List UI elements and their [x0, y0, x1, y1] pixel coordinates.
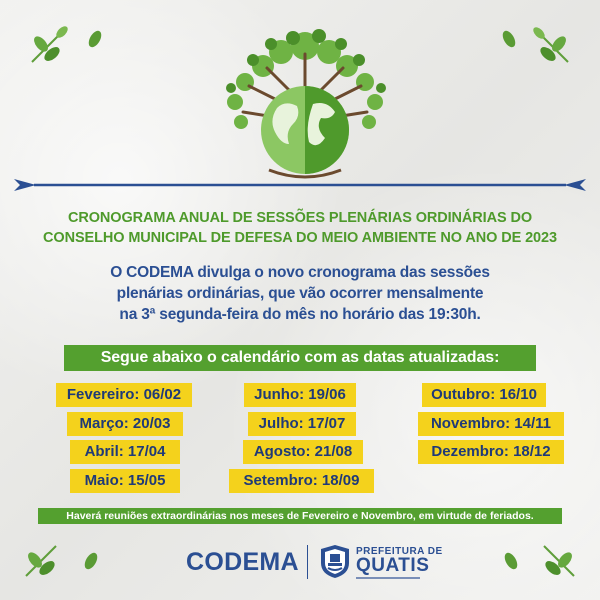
leaf-sprig-icon	[20, 538, 64, 582]
holiday-note: Haverá reuniões extraordinárias nos meses de Fevereiro e Novembro, em virtude de feriados.	[38, 508, 562, 524]
arrow-divider-icon	[14, 178, 586, 192]
page-title	[20, 208, 580, 248]
leaf-sprig-icon	[530, 24, 576, 70]
leaf-sprig-icon	[84, 28, 106, 50]
leaf-sprig-icon	[500, 550, 522, 572]
leaf-sprig-icon	[536, 538, 580, 582]
date-fevereiro: Fevereiro: 06/02	[56, 383, 192, 407]
title-line-2: CONSELHO MUNICIPAL DE DEFESA DO MEIO AMBIENTE NO ANO DE 2023	[43, 230, 557, 246]
leaf-sprig-icon	[24, 24, 70, 70]
date-agosto: Agosto: 21/08	[243, 440, 363, 464]
date-setembro: Setembro: 18/09	[229, 469, 374, 493]
city-name: QUATIS	[356, 555, 430, 576]
calendar-heading: Segue abaixo o calendário com as datas atualizadas:	[64, 345, 536, 371]
logo-separator	[307, 545, 308, 579]
logo-underline	[356, 577, 420, 579]
leaf-sprig-icon	[498, 28, 520, 50]
date-outubro: Outubro: 16/10	[422, 383, 546, 407]
leaf-sprig-icon	[80, 550, 102, 572]
date-marco: Março: 20/03	[67, 412, 183, 436]
intro-line-3: na 3ª segunda-feira do mês no horário das 19:30h.	[119, 306, 481, 323]
date-maio: Maio: 15/05	[70, 469, 180, 493]
title-line-1: CRONOGRAMA ANUAL DE SESSÕES PLENÁRIAS ORDINÁRIAS DO	[67, 210, 533, 226]
date-dezembro: Dezembro: 18/12	[418, 440, 564, 464]
intro-line-2: plenárias ordinárias, que vão ocorrer mensalmente	[116, 285, 484, 302]
prefeitura-label: PREFEITURA DE	[356, 546, 443, 557]
date-abril: Abril: 17/04	[70, 440, 180, 464]
tree-globe-icon	[205, 20, 405, 180]
codema-logo: CODEMA	[186, 548, 299, 576]
city-crest-icon	[318, 543, 352, 579]
date-junho: Junho: 19/06	[244, 383, 356, 407]
intro-line-1: O CODEMA divulga o novo cronograma das sessões	[110, 264, 490, 281]
date-julho: Julho: 17/07	[248, 412, 356, 436]
intro-paragraph	[40, 262, 560, 325]
date-novembro: Novembro: 14/11	[418, 412, 564, 436]
